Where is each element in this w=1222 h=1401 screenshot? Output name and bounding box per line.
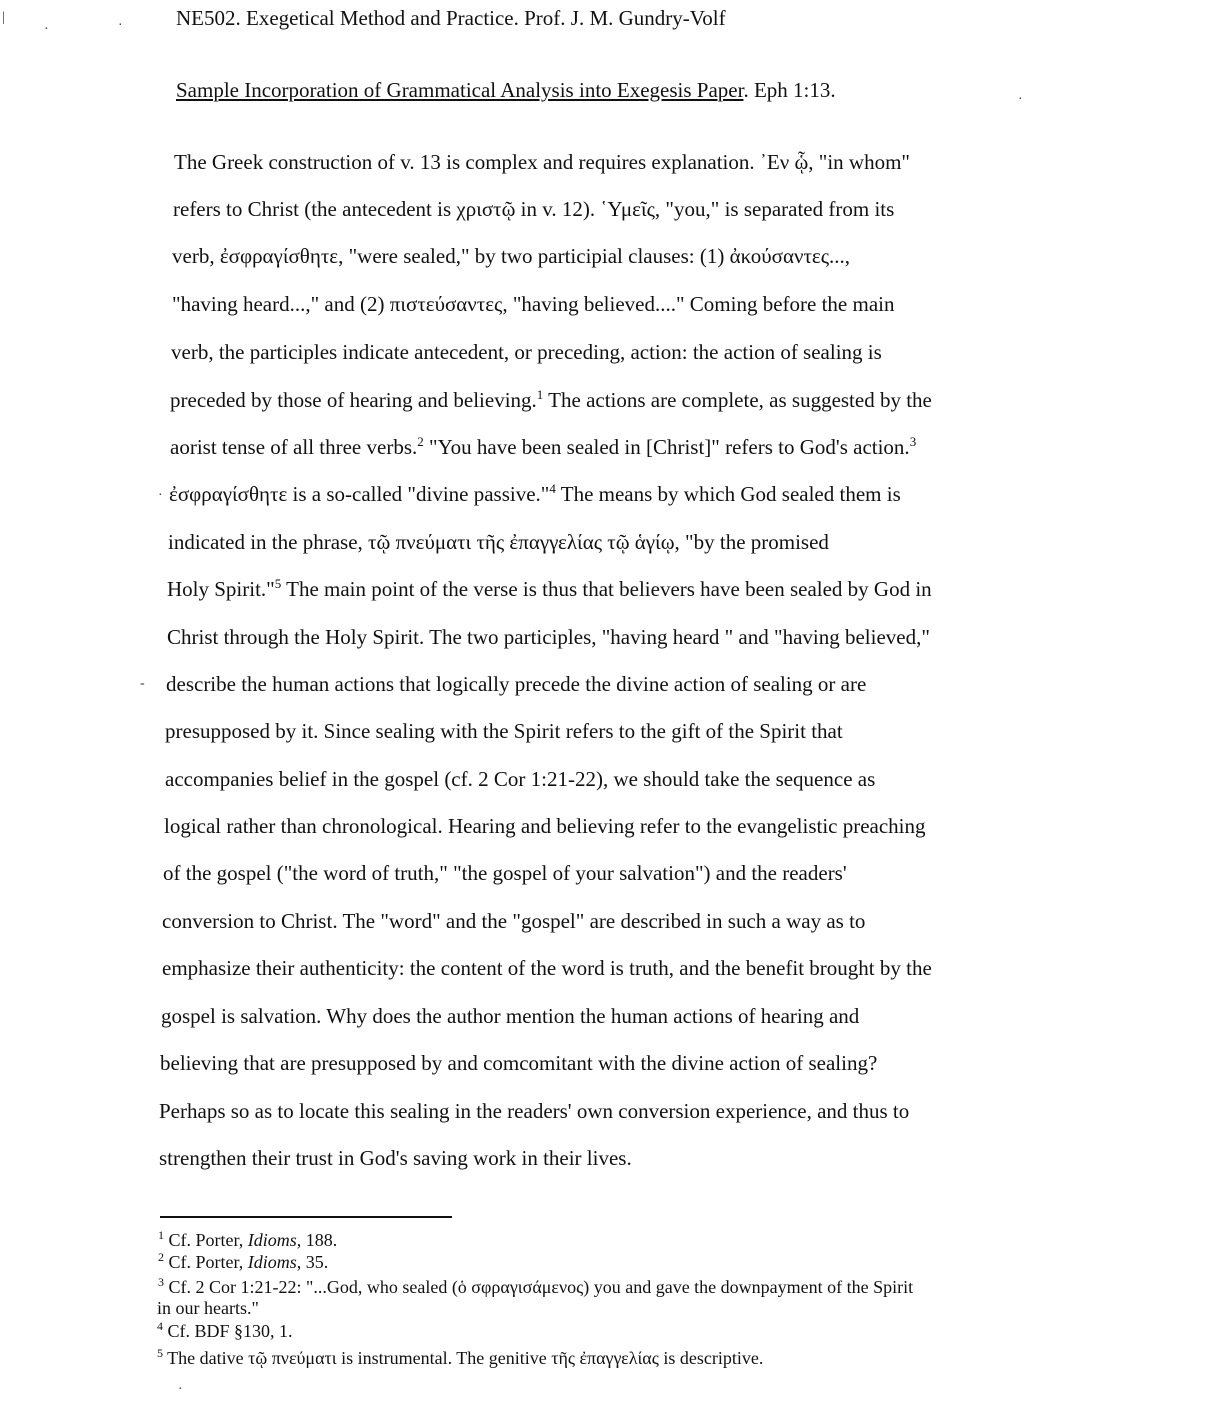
footnote-ref-1: 1 bbox=[536, 387, 544, 402]
footnote-1-number: 1 bbox=[158, 1228, 164, 1242]
footnote-5 bbox=[157, 1348, 763, 1369]
body-line-22: strengthen their trust in God's saving work in their lives. bbox=[159, 1146, 632, 1170]
scan-speck: | bbox=[2, 10, 5, 25]
footnote-4-number: 4 bbox=[157, 1319, 163, 1333]
footnote-2 bbox=[158, 1252, 328, 1273]
footnote-1-text: Cf. Porter, bbox=[164, 1230, 248, 1250]
body-line-13: presupposed by it. Since sealing with the Spirit refers to the gift of the Spirit that bbox=[165, 719, 843, 743]
footnote-2-number: 2 bbox=[158, 1250, 164, 1264]
body-line-17: conversion to Christ. The "word" and the "gospel" are described in such a way as to bbox=[162, 909, 866, 933]
footnote-2-title: Idioms bbox=[247, 1252, 297, 1272]
body-line-20: believing that are presupposed by and comcomitant with the divine action of sealing? bbox=[160, 1051, 878, 1075]
footnote-3 bbox=[158, 1277, 913, 1298]
footnote-3-continued: in our hearts." bbox=[157, 1298, 259, 1318]
footnote-5-number: 5 bbox=[157, 1346, 163, 1360]
page-header: NE502. Exegetical Method and Practice. Prof. J. M. Gundry-Volf bbox=[176, 6, 726, 30]
footnote-ref-2: 2 bbox=[417, 434, 424, 449]
body-line-16: of the gospel ("the word of truth," "the gospel of your salvation") and the readers' bbox=[163, 861, 847, 885]
body-line-7-cont: "You have been sealed in [Christ]" refers to God's action. bbox=[423, 435, 910, 459]
footnote-4-text: Cf. BDF §130, 1. bbox=[163, 1321, 293, 1341]
footnote-divider bbox=[160, 1216, 452, 1218]
footnote-1-page: , 188. bbox=[296, 1230, 338, 1250]
scan-speck: · bbox=[1018, 92, 1023, 107]
body-line-5: verb, the participles indicate antecedent, or preceding, action: the action of sealing is bbox=[171, 340, 882, 364]
body-line-12: describe the human actions that logically precede the divine action of sealing or are bbox=[166, 672, 867, 696]
scan-speck: · bbox=[44, 22, 49, 37]
body-line-19: gospel is salvation. Why does the author mention the human actions of hearing and bbox=[161, 1004, 860, 1028]
subtitle-underlined: Sample Incorporation of Grammatical Analysis into Exegesis Paper bbox=[176, 78, 744, 102]
body-line-10-text: Holy Spirit." bbox=[167, 577, 275, 601]
body-line-2: refers to Christ (the antecedent is χριστῷ in v. 12). ῾Υμεῖς, "you," is separated from its bbox=[173, 197, 895, 221]
footnote-1-title: Idioms bbox=[247, 1230, 297, 1250]
body-line-6 bbox=[170, 388, 932, 413]
body-line-8-text: ἐσφραγίσθητε is a so-called "divine passive." bbox=[169, 482, 550, 506]
footnote-ref-3: 3 bbox=[909, 434, 917, 449]
body-line-8 bbox=[169, 482, 901, 507]
body-line-3: verb, ἐσφραγίσθητε, "were sealed," by two participial clauses: (1) ἀκούσαντες..., bbox=[172, 244, 851, 268]
body-line-4: "having heard...," and (2) πιστεύσαντες, "having believed...." Coming before the main bbox=[172, 292, 895, 316]
footnote-2-text: Cf. Porter, bbox=[164, 1252, 248, 1272]
footnote-3-number: 3 bbox=[158, 1275, 164, 1289]
scan-speck: - bbox=[140, 676, 145, 691]
paper-subtitle bbox=[176, 78, 836, 103]
footnote-3-text: Cf. 2 Cor 1:21-22: "...God, who sealed (ὁ σφραγισάμενος) you and gave the downpayment of the Spirit bbox=[164, 1277, 914, 1297]
body-line-10 bbox=[167, 577, 932, 602]
body-line-10-cont: The main point of the verse is thus that believers have been sealed by God in bbox=[281, 577, 932, 601]
scan-speck: · bbox=[178, 1382, 183, 1397]
footnote-ref-5: 5 bbox=[274, 576, 282, 591]
body-line-7-text: aorist tense of all three verbs. bbox=[170, 435, 418, 459]
footnote-ref-4: 4 bbox=[549, 481, 556, 496]
scan-speck: · bbox=[118, 18, 123, 33]
body-line-15: logical rather than chronological. Hearing and believing refer to the evangelistic preaching bbox=[164, 814, 926, 838]
body-line-7 bbox=[170, 435, 916, 460]
footnote-5-text: The dative τῷ πνεύματι is instrumental. The genitive τῆς ἐπαγγελίας is descriptive. bbox=[163, 1348, 764, 1368]
body-line-11: Christ through the Holy Spirit. The two participles, "having heard " and "having believed," bbox=[167, 625, 930, 649]
footnote-2-page: , 35. bbox=[296, 1252, 329, 1272]
body-line-18: emphasize their authenticity: the content of the word is truth, and the benefit brought by the bbox=[162, 956, 932, 980]
body-line-8-cont: The means by which God sealed them is bbox=[555, 482, 901, 506]
body-line-1: The Greek construction of v. 13 is complex and requires explanation. ᾿Εν ᾧ, "in whom" bbox=[174, 150, 910, 174]
body-line-6-cont: The actions are complete, as suggested by the bbox=[543, 388, 932, 412]
body-line-14: accompanies belief in the gospel (cf. 2 Cor 1:21-22), we should take the sequence as bbox=[165, 767, 876, 791]
body-line-21: Perhaps so as to locate this sealing in the readers' own conversion experience, and thus to bbox=[159, 1099, 910, 1123]
body-line-6-text: preceded by those of hearing and believing. bbox=[170, 388, 537, 412]
body-line-9: indicated in the phrase, τῷ πνεύματι τῆς ἐπαγγελίας τῷ ἁγίῳ, "by the promised bbox=[168, 530, 829, 554]
footnote-1 bbox=[158, 1230, 337, 1251]
footnote-4 bbox=[157, 1321, 293, 1342]
subtitle-reference: . Eph 1:13. bbox=[743, 78, 836, 102]
scan-speck: · bbox=[158, 488, 163, 503]
